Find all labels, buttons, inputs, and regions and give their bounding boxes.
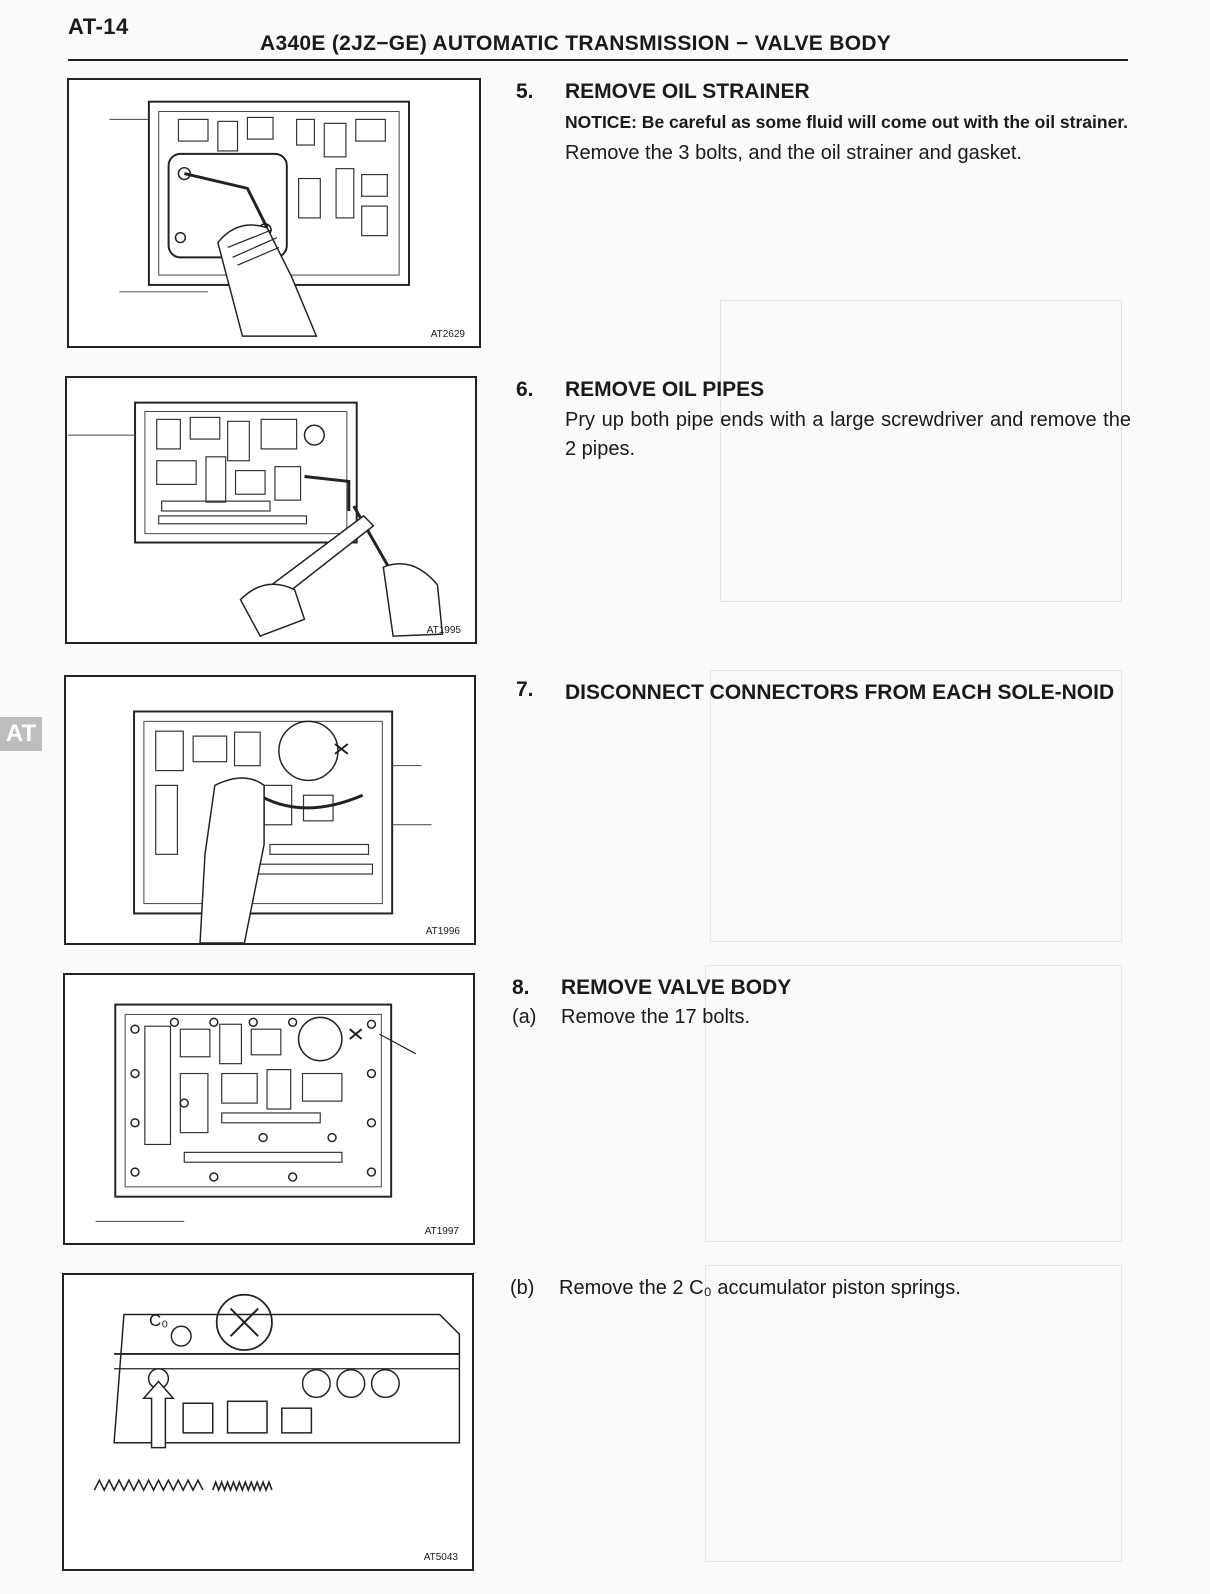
figure-code: AT2629 bbox=[430, 329, 465, 340]
section-tab: AT bbox=[0, 717, 42, 751]
solenoid-connectors-illustration bbox=[66, 677, 474, 943]
step-heading: REMOVE OIL STRAINER bbox=[565, 80, 810, 103]
substep-label: (b) bbox=[510, 1277, 535, 1299]
figure-oil-strainer bbox=[67, 78, 481, 348]
step-heading: REMOVE OIL PIPES bbox=[565, 378, 765, 401]
figure-accumulator-springs bbox=[62, 1273, 474, 1571]
figure-code: AT5043 bbox=[423, 1552, 458, 1563]
step-number: 8. bbox=[512, 976, 530, 999]
step-disconnect-connectors bbox=[516, 678, 1131, 707]
step-remove-accumulator-springs bbox=[510, 1277, 1125, 1300]
step-body-text: Pry up both pipe ends with a large screwdriver and remove the 2 pipes. bbox=[565, 409, 1131, 460]
page-number: AT-14 bbox=[68, 14, 129, 39]
step-heading: DISCONNECT CONNECTORS FROM EACH SOLE-NOID bbox=[565, 681, 1115, 704]
substep-text: Remove the 17 bolts. bbox=[561, 1006, 750, 1028]
step-remove-oil-pipes bbox=[516, 378, 1131, 464]
step-number: 6. bbox=[516, 378, 534, 401]
step-heading: REMOVE VALVE BODY bbox=[561, 976, 792, 999]
substep-text: Remove the 2 C₀ accumulator piston springs. bbox=[559, 1277, 961, 1299]
oil-pipes-illustration bbox=[67, 378, 475, 642]
co-label: C₀ bbox=[149, 1311, 169, 1330]
figure-solenoid-connectors bbox=[64, 675, 476, 945]
figure-code: AT1996 bbox=[425, 926, 460, 937]
step-remove-oil-strainer bbox=[516, 80, 1131, 168]
oil-strainer-illustration bbox=[69, 80, 479, 346]
figure-oil-pipes bbox=[65, 376, 477, 644]
step-body-text: Remove the 3 bolts, and the oil strainer and gasket. bbox=[565, 142, 1022, 164]
substep-label: (a) bbox=[512, 1006, 537, 1028]
step-number: 5. bbox=[516, 80, 534, 103]
header-rule bbox=[68, 59, 1128, 61]
valve-body-illustration bbox=[65, 975, 473, 1243]
figure-valve-body bbox=[63, 973, 475, 1245]
bleed-through-shadow bbox=[710, 670, 1122, 942]
accumulator-springs-illustration bbox=[64, 1275, 472, 1569]
figure-code: AT1995 bbox=[426, 625, 461, 636]
page-title: A340E (2JZ−GE) AUTOMATIC TRANSMISSION − VALVE BODY bbox=[260, 32, 892, 55]
notice-text: NOTICE: Be careful as some fluid will come out with the oil strainer. bbox=[565, 112, 1129, 132]
step-remove-valve-body bbox=[512, 976, 1127, 1029]
figure-code: AT1997 bbox=[424, 1226, 459, 1237]
step-number: 7. bbox=[516, 678, 534, 701]
bleed-through-shadow bbox=[705, 1265, 1122, 1562]
